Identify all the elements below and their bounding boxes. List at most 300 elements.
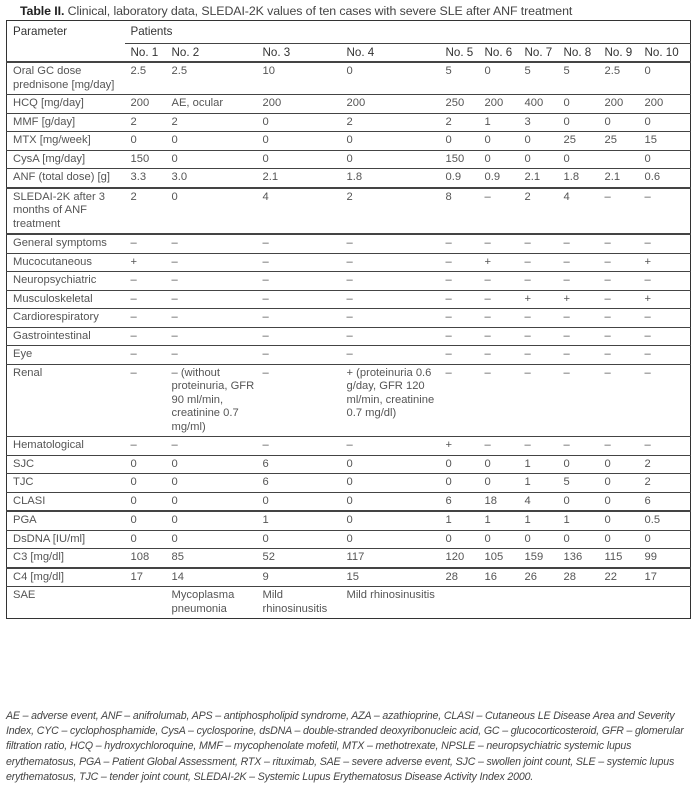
table-row xyxy=(7,474,691,493)
value-cell: 0 xyxy=(166,492,257,511)
value-cell xyxy=(440,587,479,619)
table-row xyxy=(7,530,691,549)
value-cell: 1 xyxy=(440,511,479,530)
value-cell: 52 xyxy=(257,549,341,568)
value-cell: 0 xyxy=(440,530,479,549)
value-cell: AE, ocular xyxy=(166,95,257,114)
value-cell: – xyxy=(125,364,166,437)
value-cell: 0 xyxy=(558,113,599,132)
value-cell: 0 xyxy=(558,492,599,511)
value-cell: 15 xyxy=(639,132,691,151)
value-cell: 4 xyxy=(257,188,341,235)
value-cell: 1 xyxy=(519,474,558,493)
value-cell: 25 xyxy=(599,132,639,151)
caption-text: Clinical, laboratory data, SLEDAI-2K values of ten cases with severe SLE after ANF treatment xyxy=(64,4,573,18)
value-cell: – xyxy=(558,327,599,346)
value-cell: 0 xyxy=(639,113,691,132)
parameter-cell: CLASI xyxy=(7,492,125,511)
value-cell: 9 xyxy=(257,568,341,587)
value-cell: 0.9 xyxy=(479,169,519,188)
value-cell: 3 xyxy=(519,113,558,132)
value-cell: 0 xyxy=(341,492,440,511)
value-cell: 26 xyxy=(519,568,558,587)
value-cell: – xyxy=(639,327,691,346)
value-cell: – xyxy=(639,364,691,437)
col-header-4: No. 4 xyxy=(341,43,440,62)
value-cell: 2 xyxy=(440,113,479,132)
value-cell: 0 xyxy=(166,188,257,235)
parameter-cell: Cardiorespiratory xyxy=(7,309,125,328)
value-cell: Mild rhinosinusitis xyxy=(257,587,341,619)
value-cell: – xyxy=(166,234,257,253)
value-cell: – xyxy=(479,188,519,235)
value-cell: – xyxy=(599,346,639,365)
value-cell: 28 xyxy=(558,568,599,587)
value-cell: 5 xyxy=(558,474,599,493)
parameter-cell: MMF [g/day] xyxy=(7,113,125,132)
table-row xyxy=(7,188,691,235)
parameter-cell: SJC xyxy=(7,455,125,474)
parameter-cell: SAE xyxy=(7,587,125,619)
value-cell: – xyxy=(166,272,257,291)
value-cell: – xyxy=(639,234,691,253)
value-cell: – xyxy=(125,437,166,456)
value-cell: – xyxy=(440,309,479,328)
value-cell: 22 xyxy=(599,568,639,587)
value-cell: 136 xyxy=(558,549,599,568)
value-cell: 2 xyxy=(341,188,440,235)
value-cell: 0 xyxy=(257,113,341,132)
value-cell: 0 xyxy=(519,150,558,169)
value-cell: 17 xyxy=(639,568,691,587)
value-cell: – xyxy=(341,234,440,253)
value-cell: 1 xyxy=(257,511,341,530)
table-row xyxy=(7,290,691,309)
value-cell: 6 xyxy=(257,474,341,493)
value-cell: – xyxy=(125,290,166,309)
value-cell: 0 xyxy=(558,150,599,169)
value-cell: – xyxy=(639,272,691,291)
value-cell: 0 xyxy=(166,455,257,474)
value-cell: – xyxy=(440,346,479,365)
value-cell: – xyxy=(166,346,257,365)
table-row xyxy=(7,234,691,253)
value-cell: – xyxy=(166,253,257,272)
value-cell: – xyxy=(440,272,479,291)
value-cell: 0 xyxy=(257,530,341,549)
value-cell: 0 xyxy=(166,511,257,530)
value-cell: – xyxy=(599,272,639,291)
value-cell: – xyxy=(125,272,166,291)
value-cell: 25 xyxy=(558,132,599,151)
value-cell xyxy=(639,587,691,619)
table-row xyxy=(7,62,691,95)
value-cell: – xyxy=(341,290,440,309)
parameter-cell: Neuropsychiatric xyxy=(7,272,125,291)
value-cell: – xyxy=(479,327,519,346)
header-row xyxy=(7,21,691,44)
value-cell: 200 xyxy=(341,95,440,114)
value-cell: 108 xyxy=(125,549,166,568)
value-cell: 0 xyxy=(440,132,479,151)
value-cell: 0 xyxy=(125,511,166,530)
col-header-7: No. 7 xyxy=(519,43,558,62)
value-cell: – xyxy=(519,327,558,346)
value-cell: 8 xyxy=(440,188,479,235)
value-cell: 0 xyxy=(257,492,341,511)
value-cell: 1.8 xyxy=(341,169,440,188)
table-row xyxy=(7,272,691,291)
value-cell: 14 xyxy=(166,568,257,587)
value-cell xyxy=(599,150,639,169)
parameter-cell: MTX [mg/week] xyxy=(7,132,125,151)
value-cell: 400 xyxy=(519,95,558,114)
value-cell: 150 xyxy=(440,150,479,169)
value-cell: 0 xyxy=(519,132,558,151)
value-cell: 2 xyxy=(166,113,257,132)
value-cell: – xyxy=(558,272,599,291)
parameter-cell: Oral GC dose prednisone [mg/day] xyxy=(7,62,125,95)
value-cell: 200 xyxy=(125,95,166,114)
col-header-3: No. 3 xyxy=(257,43,341,62)
value-cell: 16 xyxy=(479,568,519,587)
table-row xyxy=(7,309,691,328)
parameter-cell: Mucocutaneous xyxy=(7,253,125,272)
value-cell: + xyxy=(440,437,479,456)
value-cell: + xyxy=(519,290,558,309)
value-cell: – xyxy=(558,346,599,365)
value-cell: – xyxy=(479,290,519,309)
value-cell: – xyxy=(519,346,558,365)
table-caption xyxy=(20,4,572,18)
value-cell: 3.3 xyxy=(125,169,166,188)
value-cell: – xyxy=(257,290,341,309)
value-cell: 0 xyxy=(558,455,599,474)
value-cell: – xyxy=(125,234,166,253)
value-cell: 0.9 xyxy=(440,169,479,188)
col-header-9: No. 9 xyxy=(599,43,639,62)
value-cell: – xyxy=(166,309,257,328)
value-cell: 99 xyxy=(639,549,691,568)
value-cell xyxy=(558,587,599,619)
value-cell: + xyxy=(558,290,599,309)
value-cell: 1 xyxy=(479,113,519,132)
value-cell: – xyxy=(257,234,341,253)
value-cell: – xyxy=(558,437,599,456)
value-cell: – xyxy=(558,234,599,253)
value-cell: 115 xyxy=(599,549,639,568)
value-cell: – xyxy=(519,234,558,253)
value-cell: 2 xyxy=(639,455,691,474)
value-cell: 0 xyxy=(479,132,519,151)
value-cell: – xyxy=(639,188,691,235)
parameter-cell: DsDNA [IU/ml] xyxy=(7,530,125,549)
value-cell: 0 xyxy=(125,530,166,549)
value-cell: 0 xyxy=(599,455,639,474)
value-cell: 1.8 xyxy=(558,169,599,188)
value-cell: – xyxy=(125,327,166,346)
value-cell: – xyxy=(166,290,257,309)
value-cell: – xyxy=(479,437,519,456)
value-cell: 0 xyxy=(341,62,440,95)
value-cell: 200 xyxy=(599,95,639,114)
value-cell xyxy=(125,587,166,619)
table-row xyxy=(7,511,691,530)
value-cell: – xyxy=(599,364,639,437)
value-cell: 0.5 xyxy=(639,511,691,530)
value-cell: – xyxy=(257,346,341,365)
value-cell: + xyxy=(639,290,691,309)
value-cell: 2 xyxy=(341,113,440,132)
value-cell: – xyxy=(125,309,166,328)
value-cell: – xyxy=(599,188,639,235)
value-cell: 0 xyxy=(519,530,558,549)
value-cell: 0 xyxy=(599,511,639,530)
value-cell: 0 xyxy=(341,474,440,493)
parameter-cell: SLEDAI-2K after 3 months of ANF treatment xyxy=(7,188,125,235)
value-cell: 1 xyxy=(519,455,558,474)
value-cell: – xyxy=(519,309,558,328)
value-cell: 0 xyxy=(479,530,519,549)
value-cell: 0 xyxy=(479,62,519,95)
value-cell: 85 xyxy=(166,549,257,568)
value-cell: – (without proteinuria, GFR 90 ml/min, creatinine 0.7 mg/ml) xyxy=(166,364,257,437)
parameter-cell: Musculoskeletal xyxy=(7,290,125,309)
value-cell: 0 xyxy=(639,62,691,95)
value-cell: 17 xyxy=(125,568,166,587)
value-cell: 6 xyxy=(257,455,341,474)
value-cell: – xyxy=(599,437,639,456)
value-cell: 0 xyxy=(558,530,599,549)
value-cell: – xyxy=(166,437,257,456)
table-row xyxy=(7,132,691,151)
value-cell: – xyxy=(257,253,341,272)
table-row xyxy=(7,253,691,272)
value-cell: 2.1 xyxy=(599,169,639,188)
results-table xyxy=(6,20,691,619)
value-cell: – xyxy=(599,327,639,346)
value-cell xyxy=(519,587,558,619)
value-cell: 0 xyxy=(479,455,519,474)
table-body xyxy=(7,21,691,619)
value-cell: – xyxy=(479,234,519,253)
value-cell: 2 xyxy=(125,188,166,235)
value-cell: – xyxy=(558,364,599,437)
value-cell: – xyxy=(440,364,479,437)
value-cell: 0 xyxy=(257,150,341,169)
value-cell: – xyxy=(440,290,479,309)
value-cell: – xyxy=(519,272,558,291)
value-cell: 2.5 xyxy=(599,62,639,95)
value-cell: – xyxy=(519,364,558,437)
value-cell: 0 xyxy=(125,492,166,511)
value-cell: – xyxy=(599,253,639,272)
value-cell: – xyxy=(479,364,519,437)
value-cell: 3.0 xyxy=(166,169,257,188)
parameter-cell: C3 [mg/dl] xyxy=(7,549,125,568)
col-header-2: No. 2 xyxy=(166,43,257,62)
value-cell: 2.1 xyxy=(257,169,341,188)
value-cell: 150 xyxy=(125,150,166,169)
value-cell: – xyxy=(479,272,519,291)
value-cell: – xyxy=(257,364,341,437)
value-cell: 0 xyxy=(166,150,257,169)
value-cell: – xyxy=(599,290,639,309)
value-cell: 2 xyxy=(125,113,166,132)
table-row xyxy=(7,346,691,365)
value-cell: – xyxy=(599,234,639,253)
table-row xyxy=(7,113,691,132)
value-cell: – xyxy=(125,346,166,365)
parameter-cell: Eye xyxy=(7,346,125,365)
value-cell: – xyxy=(166,327,257,346)
value-cell: 0 xyxy=(479,474,519,493)
table-row xyxy=(7,95,691,114)
value-cell: 2 xyxy=(519,188,558,235)
value-cell: – xyxy=(257,327,341,346)
value-cell: – xyxy=(558,253,599,272)
value-cell: – xyxy=(341,309,440,328)
value-cell: – xyxy=(257,437,341,456)
parameter-header: Parameter xyxy=(13,25,68,38)
parameter-cell: Renal xyxy=(7,364,125,437)
value-cell: 0 xyxy=(341,511,440,530)
value-cell: 117 xyxy=(341,549,440,568)
value-cell: – xyxy=(479,346,519,365)
value-cell: 15 xyxy=(341,568,440,587)
parameter-cell: PGA xyxy=(7,511,125,530)
value-cell: 0 xyxy=(341,530,440,549)
value-cell: 0 xyxy=(166,132,257,151)
value-cell: – xyxy=(440,327,479,346)
value-cell: – xyxy=(599,309,639,328)
parameter-cell: General symptoms xyxy=(7,234,125,253)
table-row xyxy=(7,169,691,188)
value-cell xyxy=(599,587,639,619)
value-cell: – xyxy=(639,346,691,365)
value-cell: 0 xyxy=(125,474,166,493)
value-cell: 0 xyxy=(599,113,639,132)
value-cell: Mycoplasma pneumonia xyxy=(166,587,257,619)
value-cell: – xyxy=(257,309,341,328)
value-cell: 0 xyxy=(639,530,691,549)
table-row xyxy=(7,437,691,456)
value-cell: 0 xyxy=(341,455,440,474)
value-cell: 0.6 xyxy=(639,169,691,188)
value-cell: – xyxy=(341,437,440,456)
patients-header: Patients xyxy=(130,25,173,38)
value-cell: 0 xyxy=(639,150,691,169)
table-row xyxy=(7,327,691,346)
value-cell: 0 xyxy=(440,455,479,474)
value-cell: 200 xyxy=(479,95,519,114)
table-footnote: AE – adverse event, ANF – anifrolumab, APS – antiphospholipid syndrome, AZA – azathioprine, CLASI – Cutaneous LE Disease Area and Severity Index, CYC – cyclophosphamide, CysA – cyclosporine, dsDNA – double-stranded deoxyribonucleic acid, GC – glucocorticosteroid, GFR – glomerular filtration ratio, HCQ – hydroxychloroquine, MMF – mycophenolate mofetil, MTX – methotrexate, NPSLE – neuropsychiatric systemic lupus erythematosus, PGA – Patient Global Assessment, RTX – rituximab, SAE – severe adverse event, SJC – swollen joint count, SLE – systemic lupus erythematosus, TJC – tender joint count, SLEDAI-2K – Systemic Lupus Erythematosus Disease Activity Index 2000. xyxy=(6,710,684,783)
value-cell: 1 xyxy=(479,511,519,530)
value-cell: – xyxy=(440,253,479,272)
value-cell: 28 xyxy=(440,568,479,587)
table-row xyxy=(7,568,691,587)
value-cell: – xyxy=(341,327,440,346)
table-row xyxy=(7,364,691,437)
value-cell: 10 xyxy=(257,62,341,95)
value-cell: 5 xyxy=(558,62,599,95)
value-cell: 2.1 xyxy=(519,169,558,188)
value-cell: 6 xyxy=(440,492,479,511)
value-cell: 18 xyxy=(479,492,519,511)
value-cell: 0 xyxy=(125,455,166,474)
parameter-cell: HCQ [mg/day] xyxy=(7,95,125,114)
value-cell: 0 xyxy=(125,132,166,151)
value-cell: – xyxy=(519,253,558,272)
value-cell: Mild rhinosinusitis xyxy=(341,587,440,619)
parameter-cell: C4 [mg/dl] xyxy=(7,568,125,587)
table-row xyxy=(7,455,691,474)
value-cell: 159 xyxy=(519,549,558,568)
parameter-cell: TJC xyxy=(7,474,125,493)
table-label: Table II. xyxy=(20,4,65,18)
value-cell: – xyxy=(257,272,341,291)
parameter-cell: ANF (total dose) [g] xyxy=(7,169,125,188)
value-cell: 0 xyxy=(599,492,639,511)
col-header-5: No. 5 xyxy=(440,43,479,62)
value-cell: 4 xyxy=(519,492,558,511)
parameter-cell: Gastrointestinal xyxy=(7,327,125,346)
value-cell: 6 xyxy=(639,492,691,511)
table-row xyxy=(7,587,691,619)
value-cell: – xyxy=(639,437,691,456)
value-cell: 0 xyxy=(341,150,440,169)
value-cell: 0 xyxy=(599,474,639,493)
value-cell: 5 xyxy=(440,62,479,95)
value-cell: – xyxy=(479,309,519,328)
table-row xyxy=(7,150,691,169)
value-cell xyxy=(479,587,519,619)
value-cell: 200 xyxy=(257,95,341,114)
value-cell: 105 xyxy=(479,549,519,568)
value-cell: 0 xyxy=(166,530,257,549)
value-cell: – xyxy=(440,234,479,253)
col-header-10: No. 10 xyxy=(639,43,691,62)
value-cell: 4 xyxy=(558,188,599,235)
value-cell: 2.5 xyxy=(166,62,257,95)
col-header-6: No. 6 xyxy=(479,43,519,62)
value-cell: 0 xyxy=(166,474,257,493)
value-cell: 2.5 xyxy=(125,62,166,95)
value-cell: – xyxy=(558,309,599,328)
value-cell: + xyxy=(639,253,691,272)
value-cell: 120 xyxy=(440,549,479,568)
value-cell: 2 xyxy=(639,474,691,493)
value-cell: 0 xyxy=(440,474,479,493)
parameter-cell: CysA [mg/day] xyxy=(7,150,125,169)
value-cell: 0 xyxy=(479,150,519,169)
value-cell: 0 xyxy=(341,132,440,151)
value-cell: – xyxy=(341,253,440,272)
table-row xyxy=(7,492,691,511)
value-cell: – xyxy=(341,346,440,365)
value-cell: 0 xyxy=(257,132,341,151)
value-cell: 200 xyxy=(639,95,691,114)
value-cell: – xyxy=(639,309,691,328)
value-cell: + xyxy=(479,253,519,272)
value-cell: + (proteinuria 0.6 g/day, GFR 120 ml/min, creatinine 0.7 mg/dl) xyxy=(341,364,440,437)
value-cell: – xyxy=(519,437,558,456)
value-cell: 5 xyxy=(519,62,558,95)
value-cell: – xyxy=(341,272,440,291)
parameter-cell: Hematological xyxy=(7,437,125,456)
value-cell: 1 xyxy=(519,511,558,530)
col-header-8: No. 8 xyxy=(558,43,599,62)
